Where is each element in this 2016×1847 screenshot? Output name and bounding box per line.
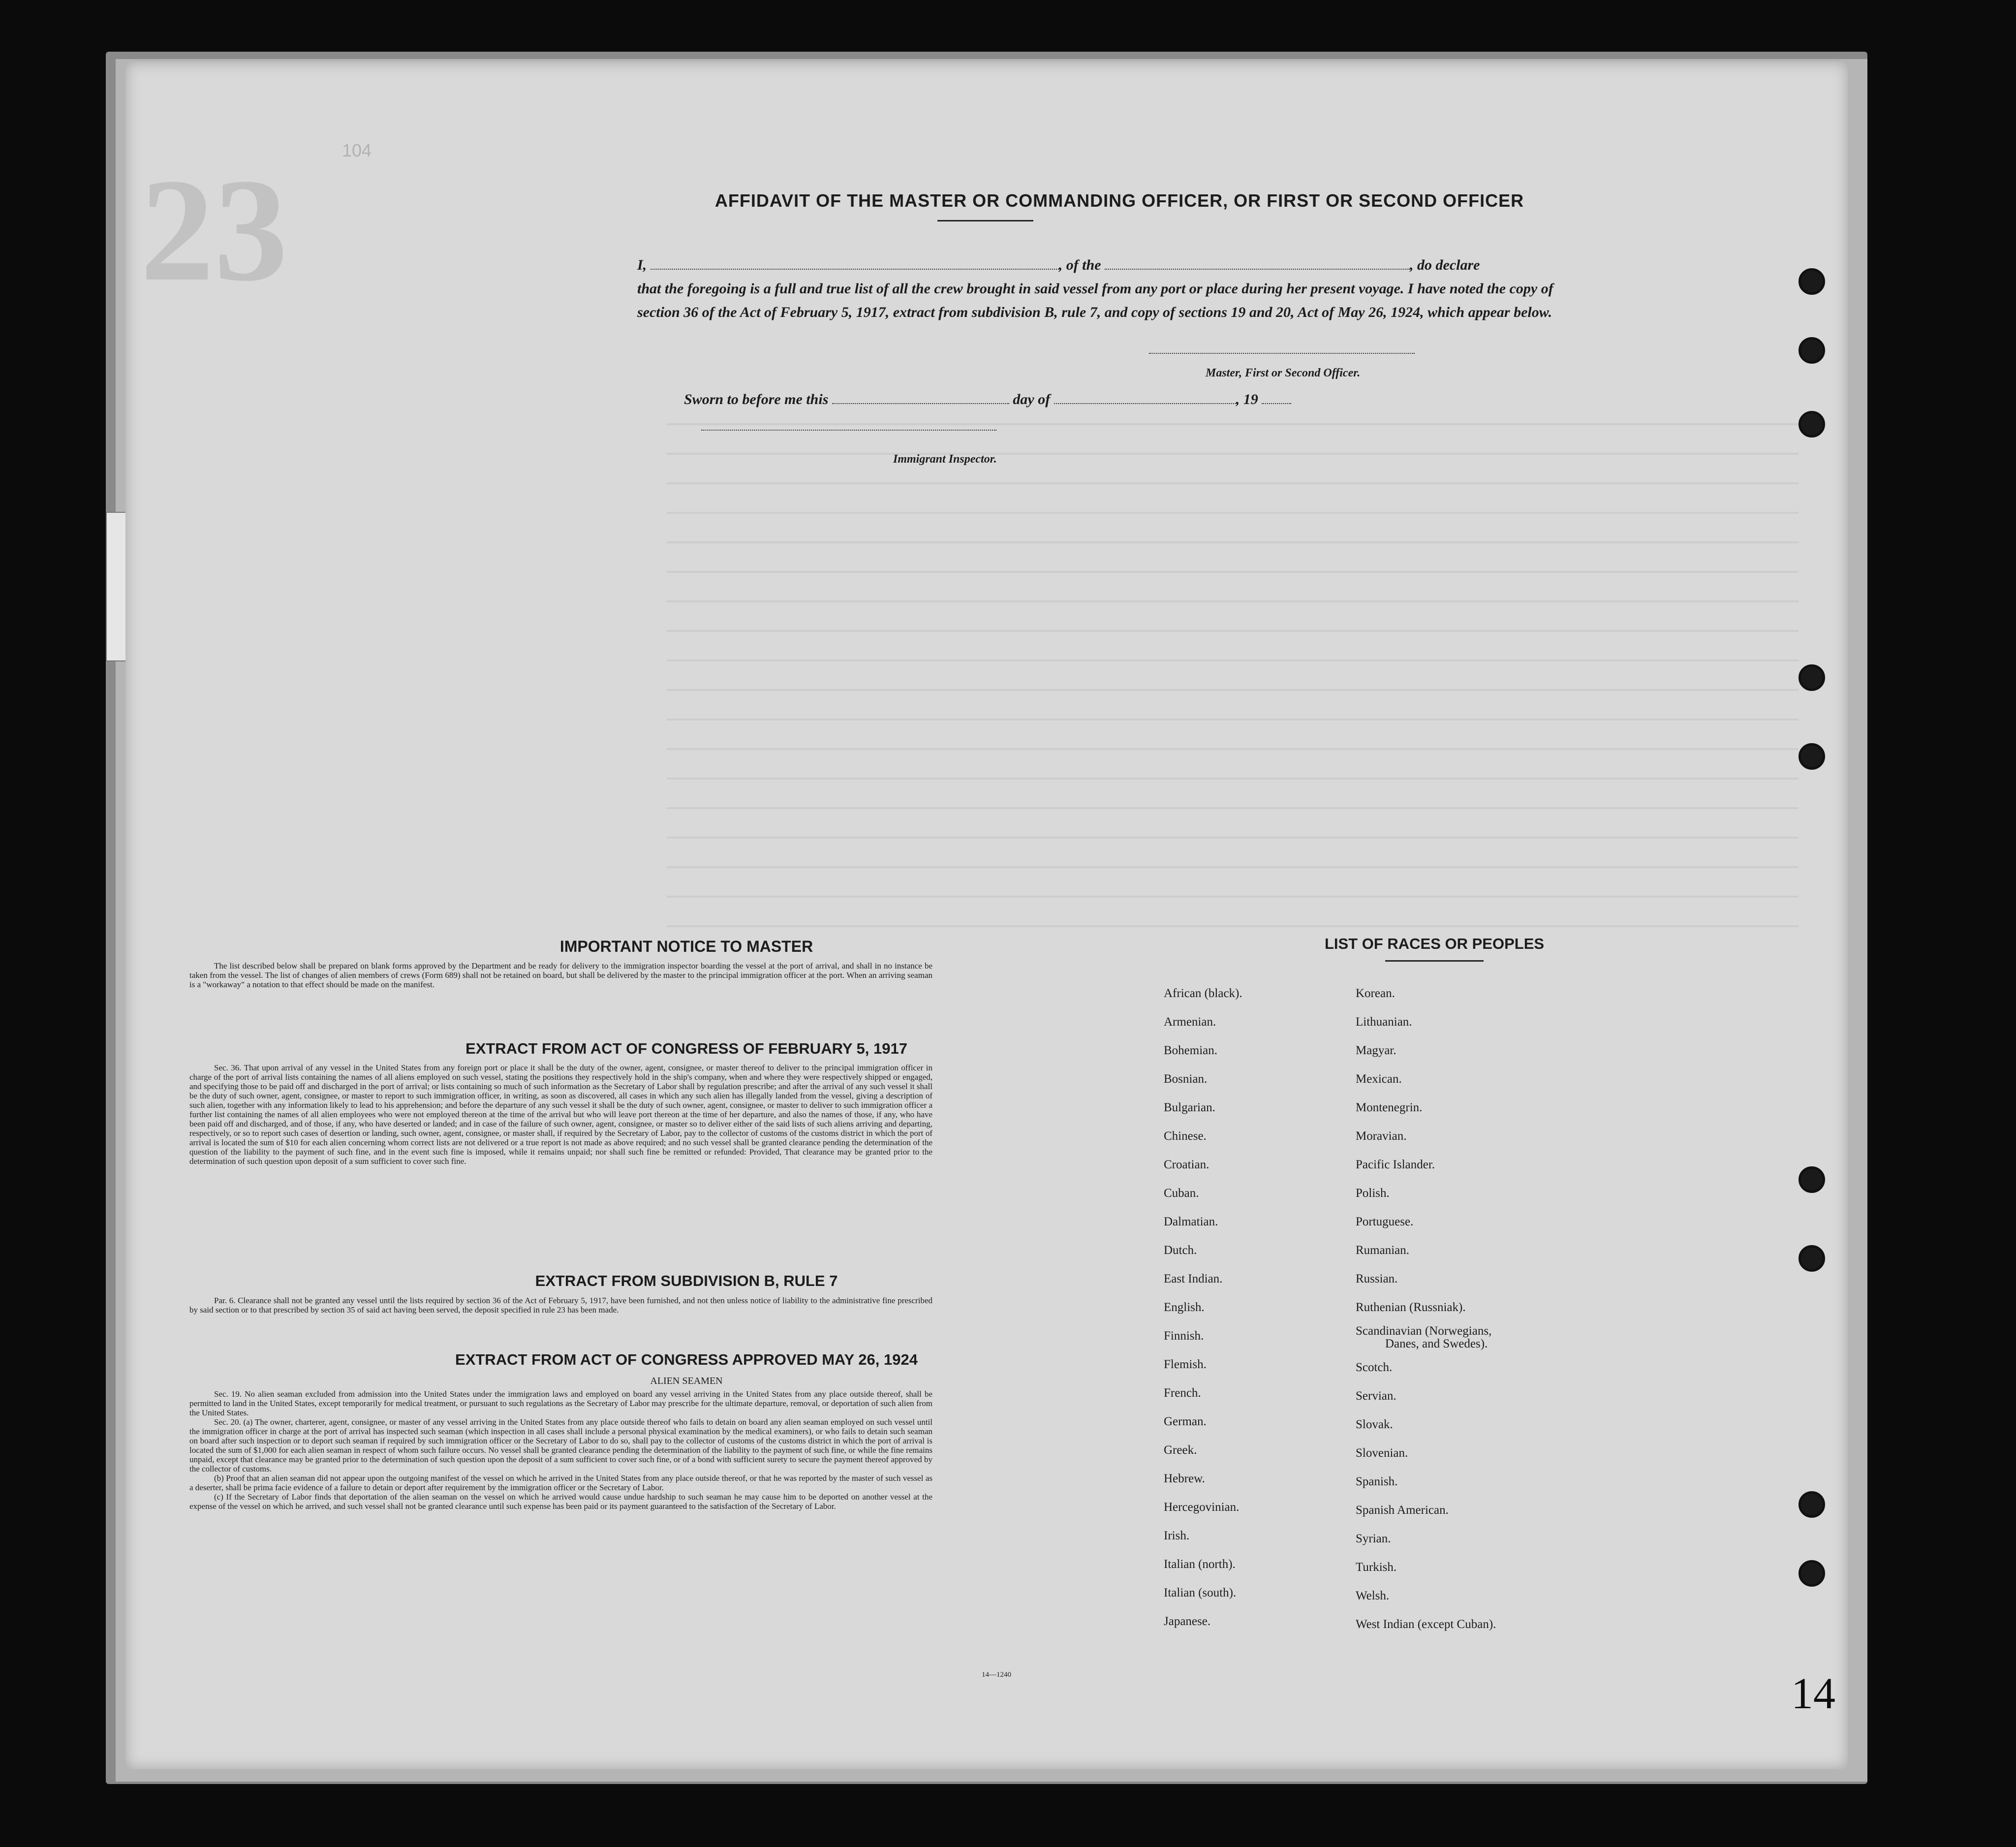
affidavit-i-label: I, bbox=[637, 257, 647, 273]
edge-handwritten-mark: 14 bbox=[1791, 1669, 1835, 1718]
ghost-row bbox=[667, 600, 1799, 602]
race-item: Irish. bbox=[1164, 1529, 1190, 1542]
title-rule bbox=[937, 220, 1033, 221]
ghost-row bbox=[667, 453, 1799, 455]
race-item: Magyar. bbox=[1356, 1044, 1396, 1057]
extract-1917-title: EXTRACT FROM ACT OF CONGRESS OF FEBRUARY 5, 1917 bbox=[465, 1040, 907, 1057]
ghost-row bbox=[667, 482, 1799, 484]
sworn-line bbox=[684, 390, 1291, 408]
notice-text bbox=[189, 961, 932, 989]
punch-hole bbox=[1799, 743, 1825, 770]
race-item: German. bbox=[1164, 1415, 1207, 1428]
signature-label: Master, First or Second Officer. bbox=[1206, 367, 1361, 379]
race-item: Flemish. bbox=[1164, 1358, 1207, 1371]
race-item: Armenian. bbox=[1164, 1015, 1216, 1029]
year-prefix: , 19 bbox=[1236, 391, 1258, 407]
sworn-month-field[interactable] bbox=[1054, 390, 1236, 404]
race-item: Moravian. bbox=[1356, 1129, 1407, 1143]
notice-paragraph: The list described below shall be prepared on blank forms approved by the Department and be ready for delivery to the immigration inspector boarding the vessel at the port of arrival, and shall in no instance be taken from the vessel. The list of changes of alien members of crews (Form 689) shall not be retained on board, but shall be delivered by the master to the principal immigration officer at the port. When an arriving seaman is a "workaway" a notation to that effect should be made on the manifest. bbox=[189, 961, 932, 989]
sworn-day-field[interactable] bbox=[832, 390, 1009, 404]
extract-1917-text bbox=[189, 1063, 932, 1166]
race-item: Rumanian. bbox=[1356, 1244, 1410, 1257]
form-number: 14—1240 bbox=[982, 1671, 1011, 1679]
ghost-row bbox=[667, 807, 1799, 809]
ghost-row bbox=[667, 423, 1799, 425]
ghost-row bbox=[667, 630, 1799, 632]
manifest-page bbox=[125, 62, 1848, 1769]
sec-19-paragraph: Sec. 19. No alien seaman excluded from admission into the United States under the immigration laws and employed on board any vessel arriving in the United States from any place outside thereof, shall be permitted to land in the United States, except temporarily for medical treatment, or pursuant to such regulations as the Secretary of Labor may prescribe for the ultimate departure, removal, or deportation of such alien from the United States. bbox=[189, 1389, 932, 1417]
races-title-rule bbox=[1385, 960, 1484, 962]
sworn-year-field[interactable] bbox=[1262, 390, 1291, 404]
extract-1917-paragraph: Sec. 36. That upon arrival of any vessel in the United States from any foreign port or place it shall be the duty of the owner, agent, consignee, or master thereof to deliver to the principal immigration officer in charge of the port of arrival lists containing the names of all aliens employed on such vessel, stating the positions they respectively hold in the ship's company, when and where they were respectively shipped or engaged, and specifying those to be paid off and discharged in the port of arrival; or lists containing so much of such information as the Secretary of Labor shall by regulation prescribe; and after the arrival of any such vessel it shall be the duty of such owner, agent, consignee, or master to report to such immigration officer, in writing, as soon as discovered, all cases in which any such alien has illegally landed from the vessel, giving a description of such alien, together with any information likely to lead to his apprehension; and before the departure of any such vessel it shall be the duty of such owner, agent, consignee, or master to deliver to such immigration officer a further list containing the names of all alien employees who were not employed thereon at the time of the arrival but who will leave port thereon at the time of her departure, and also the names of those, if any, who have been paid off and discharged, and of those, if any, who have deserted or landed; and in case of the failure of such owner, agent, consignee, or master so to deliver either of the said lists of such aliens arriving and departing, respectively, or so to report such cases of desertion or landing, such owner, agent, consignee, or master shall, if required by the Secretary of Labor, pay to the collector of customs of the customs district in which the port of arrival is located the sum of $10 for each alien concerning whom correct lists are not delivered or a true report is not made as above required; and no such vessel shall be granted clearance pending the determination of the question of the liability to the payment of such fine, and in the event such fine is imposed, while it remains unpaid; nor shall such fine be remitted or refunded: Provided, That clearance may be granted prior to the determination of such question upon deposit of a sum sufficient to cover such fine. bbox=[189, 1063, 932, 1166]
ghost-row bbox=[667, 689, 1799, 691]
race-item: Croatian. bbox=[1164, 1158, 1210, 1171]
race-item: West Indian (except Cuban). bbox=[1356, 1618, 1496, 1631]
race-item: Italian (north). bbox=[1164, 1558, 1236, 1571]
race-item: Montenegrin. bbox=[1356, 1101, 1423, 1114]
ghost-row bbox=[667, 866, 1799, 868]
affidavit-title: AFFIDAVIT OF THE MASTER OR COMMANDING OFFICER, OR FIRST OR SECOND OFFICER bbox=[714, 190, 1524, 211]
race-item: Bosnian. bbox=[1164, 1072, 1208, 1086]
bleed-through-stamp-number: 23 bbox=[140, 148, 288, 312]
punch-hole bbox=[1799, 664, 1825, 691]
race-item: Cuban. bbox=[1164, 1187, 1199, 1200]
race-item: Syrian. bbox=[1356, 1532, 1391, 1545]
sec-20c-paragraph: (c) If the Secretary of Labor finds that deportation of the alien seaman on the vessel on which he arrived would cause undue hardship to such seaman he may cause him to be deported on another vessel at the expense of the vessel on which he arrived, and such vessel shall not be granted clearance until such expense has been paid or its payment guaranteed to the satisfaction of the Secretary of Labor. bbox=[189, 1492, 932, 1511]
extract-rule7-title: EXTRACT FROM SUBDIVISION B, RULE 7 bbox=[535, 1272, 838, 1289]
race-item: Finnish. bbox=[1164, 1329, 1204, 1343]
race-item: Chinese. bbox=[1164, 1129, 1207, 1143]
race-item: Lithuanian. bbox=[1356, 1015, 1412, 1029]
race-item: Polish. bbox=[1356, 1187, 1390, 1200]
race-item: Japanese. bbox=[1164, 1615, 1211, 1628]
vessel-name-field[interactable] bbox=[1105, 256, 1410, 270]
race-item: Spanish. bbox=[1356, 1475, 1398, 1488]
affidavit-of-the: , of the bbox=[1058, 257, 1101, 273]
race-item: French. bbox=[1164, 1386, 1201, 1400]
inspector-signature-field[interactable] bbox=[701, 430, 996, 431]
race-item: Mexican. bbox=[1356, 1072, 1402, 1086]
race-item: Scandinavian (Norwegians, Danes, and Swedes). bbox=[1356, 1324, 1492, 1350]
sec-20b-paragraph: (b) Proof that an alien seaman did not appear upon the outgoing manifest of the vessel on which he arrived in the United States from any place outside thereof, or that he was reported by the master of such vessel as a deserter, shall be prima facie evidence of a failure to detain or deport after requirement by the immigration officer or the Secretary of Labor. bbox=[189, 1473, 932, 1492]
race-item: Hercegovinian. bbox=[1164, 1501, 1240, 1514]
punch-hole bbox=[1799, 1491, 1825, 1518]
extract-1924-title: EXTRACT FROM ACT OF CONGRESS APPROVED MAY 26, 1924 bbox=[455, 1351, 918, 1368]
race-item: Korean. bbox=[1356, 987, 1395, 1000]
master-signature-field[interactable] bbox=[1149, 353, 1415, 354]
punch-hole bbox=[1799, 268, 1825, 295]
notice-title: IMPORTANT NOTICE TO MASTER bbox=[559, 938, 813, 955]
affidavit-do-declare: , do declare bbox=[1410, 257, 1480, 273]
ghost-row bbox=[667, 896, 1799, 898]
ghost-row bbox=[667, 748, 1799, 750]
extract-rule7-text bbox=[189, 1296, 932, 1315]
race-item: Dalmatian. bbox=[1164, 1215, 1218, 1228]
ghost-row bbox=[667, 778, 1799, 780]
ghost-row bbox=[667, 659, 1799, 661]
alien-seamen-subtitle: ALIEN SEAMEN bbox=[650, 1376, 723, 1386]
race-item: Slovenian. bbox=[1356, 1446, 1408, 1460]
race-item: African (black). bbox=[1164, 987, 1242, 1000]
race-item: Portuguese. bbox=[1356, 1215, 1414, 1228]
sworn-prefix: Sworn to before me this bbox=[684, 391, 829, 407]
race-item: Spanish American. bbox=[1356, 1503, 1449, 1517]
punch-hole bbox=[1799, 1166, 1825, 1193]
extract-rule7-paragraph: Par. 6. Clearance shall not be granted any vessel until the lists required by section 36 of the Act of February 5, 1917, have been furnished, and not then unless notice of liability to the administrative fine prescribed by said section or to that prescribed by section 35 of said act having been served, the deposit specified in rule 23 has been made. bbox=[189, 1296, 932, 1315]
race-item: Slovak. bbox=[1356, 1418, 1393, 1431]
extract-1924-text bbox=[189, 1389, 932, 1511]
race-item: Greek. bbox=[1164, 1443, 1197, 1457]
day-of-label: day of bbox=[1013, 391, 1051, 407]
paper-clip-tab bbox=[106, 512, 127, 661]
race-item: Scotch. bbox=[1356, 1361, 1393, 1374]
race-item: Bulgarian. bbox=[1164, 1101, 1215, 1114]
race-item: Servian. bbox=[1356, 1389, 1396, 1403]
affidavit-body: that the foregoing is a full and true list of all the crew brought in said vessel from any port or place during her present voyage. I have noted the copy of section 36 of the Act of February 5, 1917, extract from subdivision B, rule 7, and copy of sections 19 and 20, Act of May 26, 1924, which appear below. bbox=[637, 281, 1553, 320]
master-name-field[interactable] bbox=[651, 256, 1059, 270]
punch-hole bbox=[1799, 337, 1825, 364]
race-item: Turkish. bbox=[1356, 1561, 1397, 1574]
punch-hole bbox=[1799, 411, 1825, 438]
inspector-label: Immigrant Inspector. bbox=[893, 453, 997, 466]
race-item: Bohemian. bbox=[1164, 1044, 1218, 1057]
ghost-row bbox=[667, 837, 1799, 839]
race-item: Italian (south). bbox=[1164, 1586, 1237, 1599]
ghost-row bbox=[667, 541, 1799, 543]
race-item: English. bbox=[1164, 1301, 1205, 1314]
race-item: East Indian. bbox=[1164, 1272, 1223, 1285]
races-left-column bbox=[1164, 979, 1242, 1636]
bleed-through-page-number: 104 bbox=[342, 140, 372, 160]
race-item: Pacific Islander. bbox=[1356, 1158, 1435, 1171]
sec-20a-paragraph: Sec. 20. (a) The owner, charterer, agent, consignee, or master of any vessel arriving in the United States from any place outside thereof who fails to detain on board any alien seaman employed on such vessel until the immigration officer in charge at the port of arrival has inspected such seaman (which inspection in all cases shall include a personal physical examination by the medical examiners), or who fails to detain such seaman on board after such inspection or to deport such seaman if required by such immigration officer or the Secretary of Labor to do so, shall pay to the collector of customs of the customs district in which the port of arrival is located the sum of $1,000 for each alien seaman in respect of whom such failure occurs. No vessel shall be granted clearance pending the determination of the liability to the payment of such fine, or while the fine remains unpaid, except that clearance may be granted prior to the determination of such question upon the deposit of a sum sufficient to cover such fine, or of a bond with sufficient surety to secure the payment thereof approved by the collector of customs. bbox=[189, 1417, 932, 1473]
race-item: Hebrew. bbox=[1164, 1472, 1205, 1485]
ghost-row bbox=[667, 925, 1799, 927]
ghost-row bbox=[667, 512, 1799, 514]
races-right-column bbox=[1356, 979, 1496, 1639]
ghost-row bbox=[667, 571, 1799, 573]
race-item: Ruthenian (Russniak). bbox=[1356, 1301, 1466, 1314]
punch-hole bbox=[1799, 1245, 1825, 1272]
race-item: Welsh. bbox=[1356, 1589, 1390, 1602]
race-item: Dutch. bbox=[1164, 1244, 1197, 1257]
races-title: LIST OF RACES OR PEOPLES bbox=[1324, 935, 1545, 952]
race-item: Russian. bbox=[1356, 1272, 1398, 1285]
ghost-row bbox=[667, 719, 1799, 720]
affidavit-text bbox=[637, 253, 1587, 324]
punch-hole bbox=[1799, 1560, 1825, 1587]
